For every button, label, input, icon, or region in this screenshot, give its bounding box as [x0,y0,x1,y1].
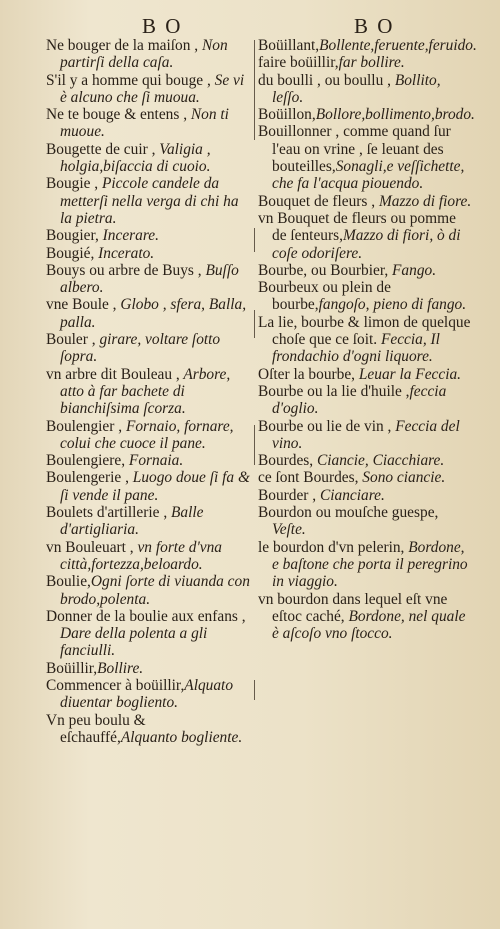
left-column [46,37,254,746]
dictionary-entry [258,54,472,71]
dictionary-entry [258,591,472,643]
dictionary-entry [46,469,254,504]
entry-translation: Piccole candele da metterſi nella verga di chi ha la pietra. [60,175,239,227]
entry-headword: Bourdon ou mouſche guespe, [258,504,439,522]
entry-headword: Bourder , [258,486,317,504]
entry-translation: girare, voltare ſotto ſopra. [60,331,221,366]
entry-translation: Mazzo di fiore. [375,192,472,210]
dictionary-entry [46,660,254,677]
entry-headword: Bourbeux ou plein de bourbe, [258,279,391,314]
dictionary-entry [46,712,254,747]
column-rule [254,425,255,465]
dictionary-entry [258,452,472,469]
entry-headword: Bouillonner , comme quand ſur l'eau on vrine , ſe leuant des bouteilles, [258,123,451,176]
dictionary-entry [46,296,254,331]
entry-translation: Globo , sfera, Balla, palla. [60,296,247,331]
entry-headword: Bouquet de fleurs , [258,192,376,210]
dictionary-entry [258,279,472,314]
entry-headword: Bouler , [46,331,96,349]
entry-translation: Sonagli,e veſſichette, che fa l'acqua piouendo. [272,158,465,193]
entry-translation: Non partirſi della caſa. [60,37,228,72]
dictionary-entry [258,469,472,486]
entry-headword: faire boüillir, [258,54,339,72]
dictionary-entry [46,452,254,469]
entry-translation: feccia d'oglio. [272,382,447,418]
entry-translation: Alquato diuentar bogliento. [60,676,234,712]
dictionary-entry [46,366,254,418]
dictionary-entry [46,106,254,141]
dictionary-entry [258,37,477,54]
entry-translation: Leuar la Feccia. [355,365,462,383]
dictionary-entry [258,314,472,366]
dictionary-entry [46,141,254,176]
dictionary-entry [258,366,472,383]
entry-translation: Ogni ſorte di viuanda con brodo,polenta. [60,573,250,608]
entry-headword: Commencer à boüillir, [46,676,185,694]
entry-headword: vn arbre dit Bouleau , [46,365,180,383]
entry-headword: Bougier, [46,227,99,245]
dictionary-entry [46,677,254,712]
entry-translation: Balle d'artigliaria. [60,504,204,539]
entry-headword: Bourbe, ou Bourbier, [258,261,389,279]
entry-translation: Incerato. [94,244,155,262]
entry-translation: Feccia del vino. [272,417,460,452]
dictionary-entry [46,227,254,244]
entry-translation: Sono ciancie. [358,469,446,487]
entry-translation: Bollente,feruente,feruido. [319,37,477,54]
entry-headword: Ne te bouge & entens , [46,106,188,124]
entry-headword: vne Boule , [46,296,117,314]
entry-translation: Ciancie, Ciacchiare. [313,452,445,470]
column-rule [254,680,255,700]
dictionary-entry [46,245,254,262]
running-head-right: B O [354,14,395,38]
dictionary-entry [46,608,254,660]
dictionary-entry [258,210,472,262]
entry-translation: far bollire. [338,54,405,72]
dictionary-entry [258,487,472,504]
entry-headword: vn bourdon dans lequel eſt vne eſtoc caché, [258,590,448,625]
running-head-left: B O [142,14,183,38]
dictionary-entry [46,418,254,453]
entry-translation: vn forte d'vna città,fortezza,beloardo. [60,538,222,573]
dictionary-entry [258,383,472,418]
entry-headword: Boüillon, [258,106,316,124]
entry-headword: Vn peu boulu & eſchauffé, [46,711,146,746]
entry-headword: ce ſont Bourdes, [258,469,359,487]
column-rule [254,310,255,338]
dictionary-entry [46,72,254,107]
entry-headword: Bourdes, [258,452,314,470]
dictionary-entry [46,331,254,366]
entry-headword: Bougette de cuir , [46,140,156,158]
entry-translation: Bollore,bollimento,brodo. [315,106,475,124]
entry-translation: Luogo doue ſi fa & ſi vende il pane. [60,469,250,504]
dictionary-entry [46,504,254,539]
entry-translation: Fornaio, fornare, colui che cuoce il pane. [60,417,234,452]
entry-headword: du boulli , ou boullu , [258,71,391,89]
entry-headword: Boulengerie , [46,469,129,487]
dictionary-entry [258,539,472,591]
right-column [258,37,477,643]
entry-headword: vn Bouquet de fleurs ou pomme de ſenteurs, [258,209,456,245]
entry-translation: Veſte. [272,521,306,539]
entry-translation: Bollito, leſſo. [272,71,441,106]
entry-translation: Alquanto bogliente. [120,728,243,746]
dictionary-entry [258,106,475,124]
entry-headword: S'il y a homme qui bouge , [46,71,211,89]
entry-headword: Oſter la bourbe, [258,365,356,383]
column-rule [254,40,255,140]
entry-translation: Bollire. [97,659,144,677]
entry-translation: Se vi è alcuno che ſi muoua. [60,71,245,106]
dictionary-entry [46,573,254,608]
entry-headword: le bourdon d'vn pelerin, [258,538,405,556]
entry-translation: Feccia, Il frondachio d'ogni liquore. [272,331,440,366]
dictionary-entry [258,262,472,279]
entry-translation: Non ti muoue. [60,106,229,141]
entry-headword: Boulets d'artillerie , [46,504,168,522]
entry-headword: La lie, bourbe & limon de quelque choſe que ce ſoit. [258,313,471,349]
entry-headword: Bougie , [46,175,99,193]
entry-translation: Bordone, nel quale è aſcoſo vno ſtocco. [272,607,466,643]
entry-translation: Dare della polenta a gli fanciulli. [60,625,208,660]
dictionary-entry [258,72,472,107]
entry-headword: Boulie, [46,573,91,591]
dictionary-entry [46,262,254,297]
dictionary-entry [46,37,254,72]
entry-translation: Bordone, e baſtone che porta il peregrino in viaggio. [272,538,468,591]
dictionary-entry [258,123,472,192]
entry-headword: Boüillant, [258,37,320,54]
dictionary-entry [258,504,472,539]
entry-translation: Buſſo albero. [60,261,239,297]
entry-translation: fangoſo, pieno di fango. [318,296,467,314]
dictionary-entry [46,539,254,574]
entry-headword: Bougié, [46,244,95,262]
dictionary-entry [46,175,254,227]
entry-headword: Bourbe ou lie de vin , [258,417,392,435]
entry-headword: Ne bouger de la maiſon , [46,37,199,54]
column-rule [254,228,255,252]
entry-translation: Arbore, atto à far bachete di bianchiſsima ſcorza. [60,365,231,418]
entry-translation: Incerare. [98,227,159,245]
entry-translation: Fornaia. [125,452,184,470]
entry-translation: Fango. [388,261,437,279]
dictionary-entry [258,193,472,210]
entry-headword: Bouys ou arbre de Buys , [46,261,202,279]
entry-headword: Bourbe ou la lie d'huile , [258,382,410,400]
entry-translation: Mazzo di fiori, ò di coſe odoriſere. [272,227,461,262]
entry-headword: vn Bouleuart , [46,538,134,556]
entry-headword: Boulengier , [46,417,123,435]
entry-translation: Cianciare. [316,486,385,504]
entry-headword: Boulengiere, [46,452,126,470]
dictionary-entry [258,418,472,453]
entry-headword: Boüillir, [46,659,98,677]
entry-headword: Donner de la boulie aux enfans , [46,607,246,625]
entry-translation: Valigia , holgia,biſaccia di cuoio. [60,140,211,176]
